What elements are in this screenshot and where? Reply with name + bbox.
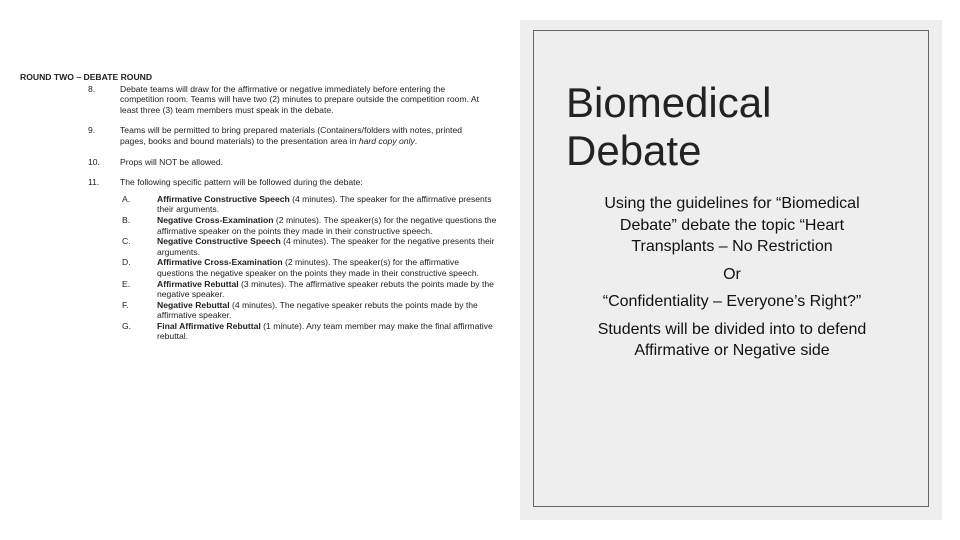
- instruction-text: Students will be divided into to defend Affirmative or Negative side: [597, 320, 867, 359]
- document-title: ROUND TWO – DEBATE ROUND: [20, 72, 153, 82]
- pattern-description: (1 minute). Any team member may make the final affirmative rebuttal.: [157, 320, 493, 342]
- pattern-title: Negative Cross-Examination: [157, 214, 274, 225]
- pattern-text: [157, 236, 497, 257]
- rule-item: [20, 177, 500, 188]
- pattern-text: [157, 215, 497, 236]
- pattern-letter: F.: [122, 299, 129, 310]
- pattern-letter: E.: [122, 278, 131, 289]
- pattern-title: Negative Constructive Speech: [157, 236, 281, 247]
- pattern-title: Affirmative Constructive Speech: [157, 193, 290, 204]
- rule-text-end: .: [414, 135, 418, 146]
- pattern-item: [122, 279, 497, 300]
- debate-rules-document: [20, 72, 500, 342]
- pattern-letter: C.: [122, 236, 131, 247]
- pattern-item: [122, 194, 497, 215]
- rule-number: 9.: [88, 125, 96, 136]
- pattern-letter: A.: [122, 193, 131, 204]
- pattern-description: (2 minutes). The speaker(s) for the affirmative questions the negative speaker on the points they made in their constructive speech.: [157, 257, 479, 278]
- rule-text: The following specific pattern will be followed during the debate:: [120, 177, 363, 188]
- pattern-title: Affirmative Cross-Examination: [157, 257, 283, 268]
- pattern-item: [122, 236, 497, 257]
- slide-heading: [566, 79, 771, 175]
- pattern-text: [157, 321, 497, 342]
- pattern-text: [157, 300, 497, 321]
- heading-line-2: Debate: [566, 127, 702, 174]
- slide-body: [534, 193, 930, 368]
- rule-text: [120, 125, 490, 146]
- rule-text: Debate teams will draw for the affirmative or negative immediately before entering the competition room. Teams will have two (2) minutes to prepare outside the competition room. At least three (3) team members must speak in the debate.: [120, 83, 480, 115]
- rule-number: 11.: [88, 177, 100, 188]
- rule-text-main: Teams will be permitted to bring prepared materials (Containers/folders with notes, printed pages, books and bound materials) to the presentation area in: [120, 125, 462, 146]
- pattern-description: (4 minutes). The speaker for the negative presents their arguments.: [157, 236, 495, 257]
- rule-number: 8.: [88, 83, 96, 94]
- pattern-letter: B.: [122, 214, 131, 225]
- pattern-item: [122, 215, 497, 236]
- pattern-text: [157, 257, 497, 278]
- pattern-text: [157, 194, 497, 215]
- pattern-description: (3 minutes). The affirmative speaker rebuts the points made by the negative speaker.: [157, 278, 494, 300]
- pattern-description: (4 minutes). The negative speaker rebuts the points made by the affirmative speaker.: [157, 299, 478, 321]
- or-text: Or: [723, 265, 741, 283]
- rule-text-italic: hard copy only: [358, 135, 415, 146]
- pattern-item: [122, 300, 497, 321]
- rule-item: [20, 125, 500, 146]
- pattern-item: [122, 257, 497, 278]
- rule-item: [20, 157, 500, 168]
- debate-pattern-list: [20, 194, 500, 342]
- pattern-item: [122, 321, 497, 342]
- pattern-text: [157, 279, 497, 300]
- topic-text: Using the guidelines for “Biomedical Debate” debate the topic “Heart Transplants – No Restriction: [604, 195, 860, 255]
- rule-item: [20, 84, 500, 116]
- pattern-title: Affirmative Rebuttal: [157, 278, 239, 289]
- pattern-description: (2 minutes). The speaker(s) for the negative questions the affirmative speaker on the points they made in their constructive speech.: [157, 214, 497, 236]
- slide-panel: [520, 20, 942, 520]
- rule-number: 10.: [88, 156, 100, 167]
- topic-alt-text: “Confidentiality – Everyone’s Right?”: [602, 293, 862, 310]
- heading-line-1: Biomedical: [566, 79, 772, 126]
- slide-frame: [533, 30, 929, 507]
- pattern-title: Final Affirmative Rebuttal: [157, 320, 261, 331]
- pattern-letter: D.: [122, 257, 131, 268]
- pattern-letter: G.: [122, 320, 132, 331]
- pattern-title: Negative Rebuttal: [157, 299, 230, 310]
- rule-text: Props will NOT be allowed.: [120, 156, 224, 167]
- pattern-description: (4 minutes). The speaker for the affirmative presents their arguments.: [157, 193, 492, 215]
